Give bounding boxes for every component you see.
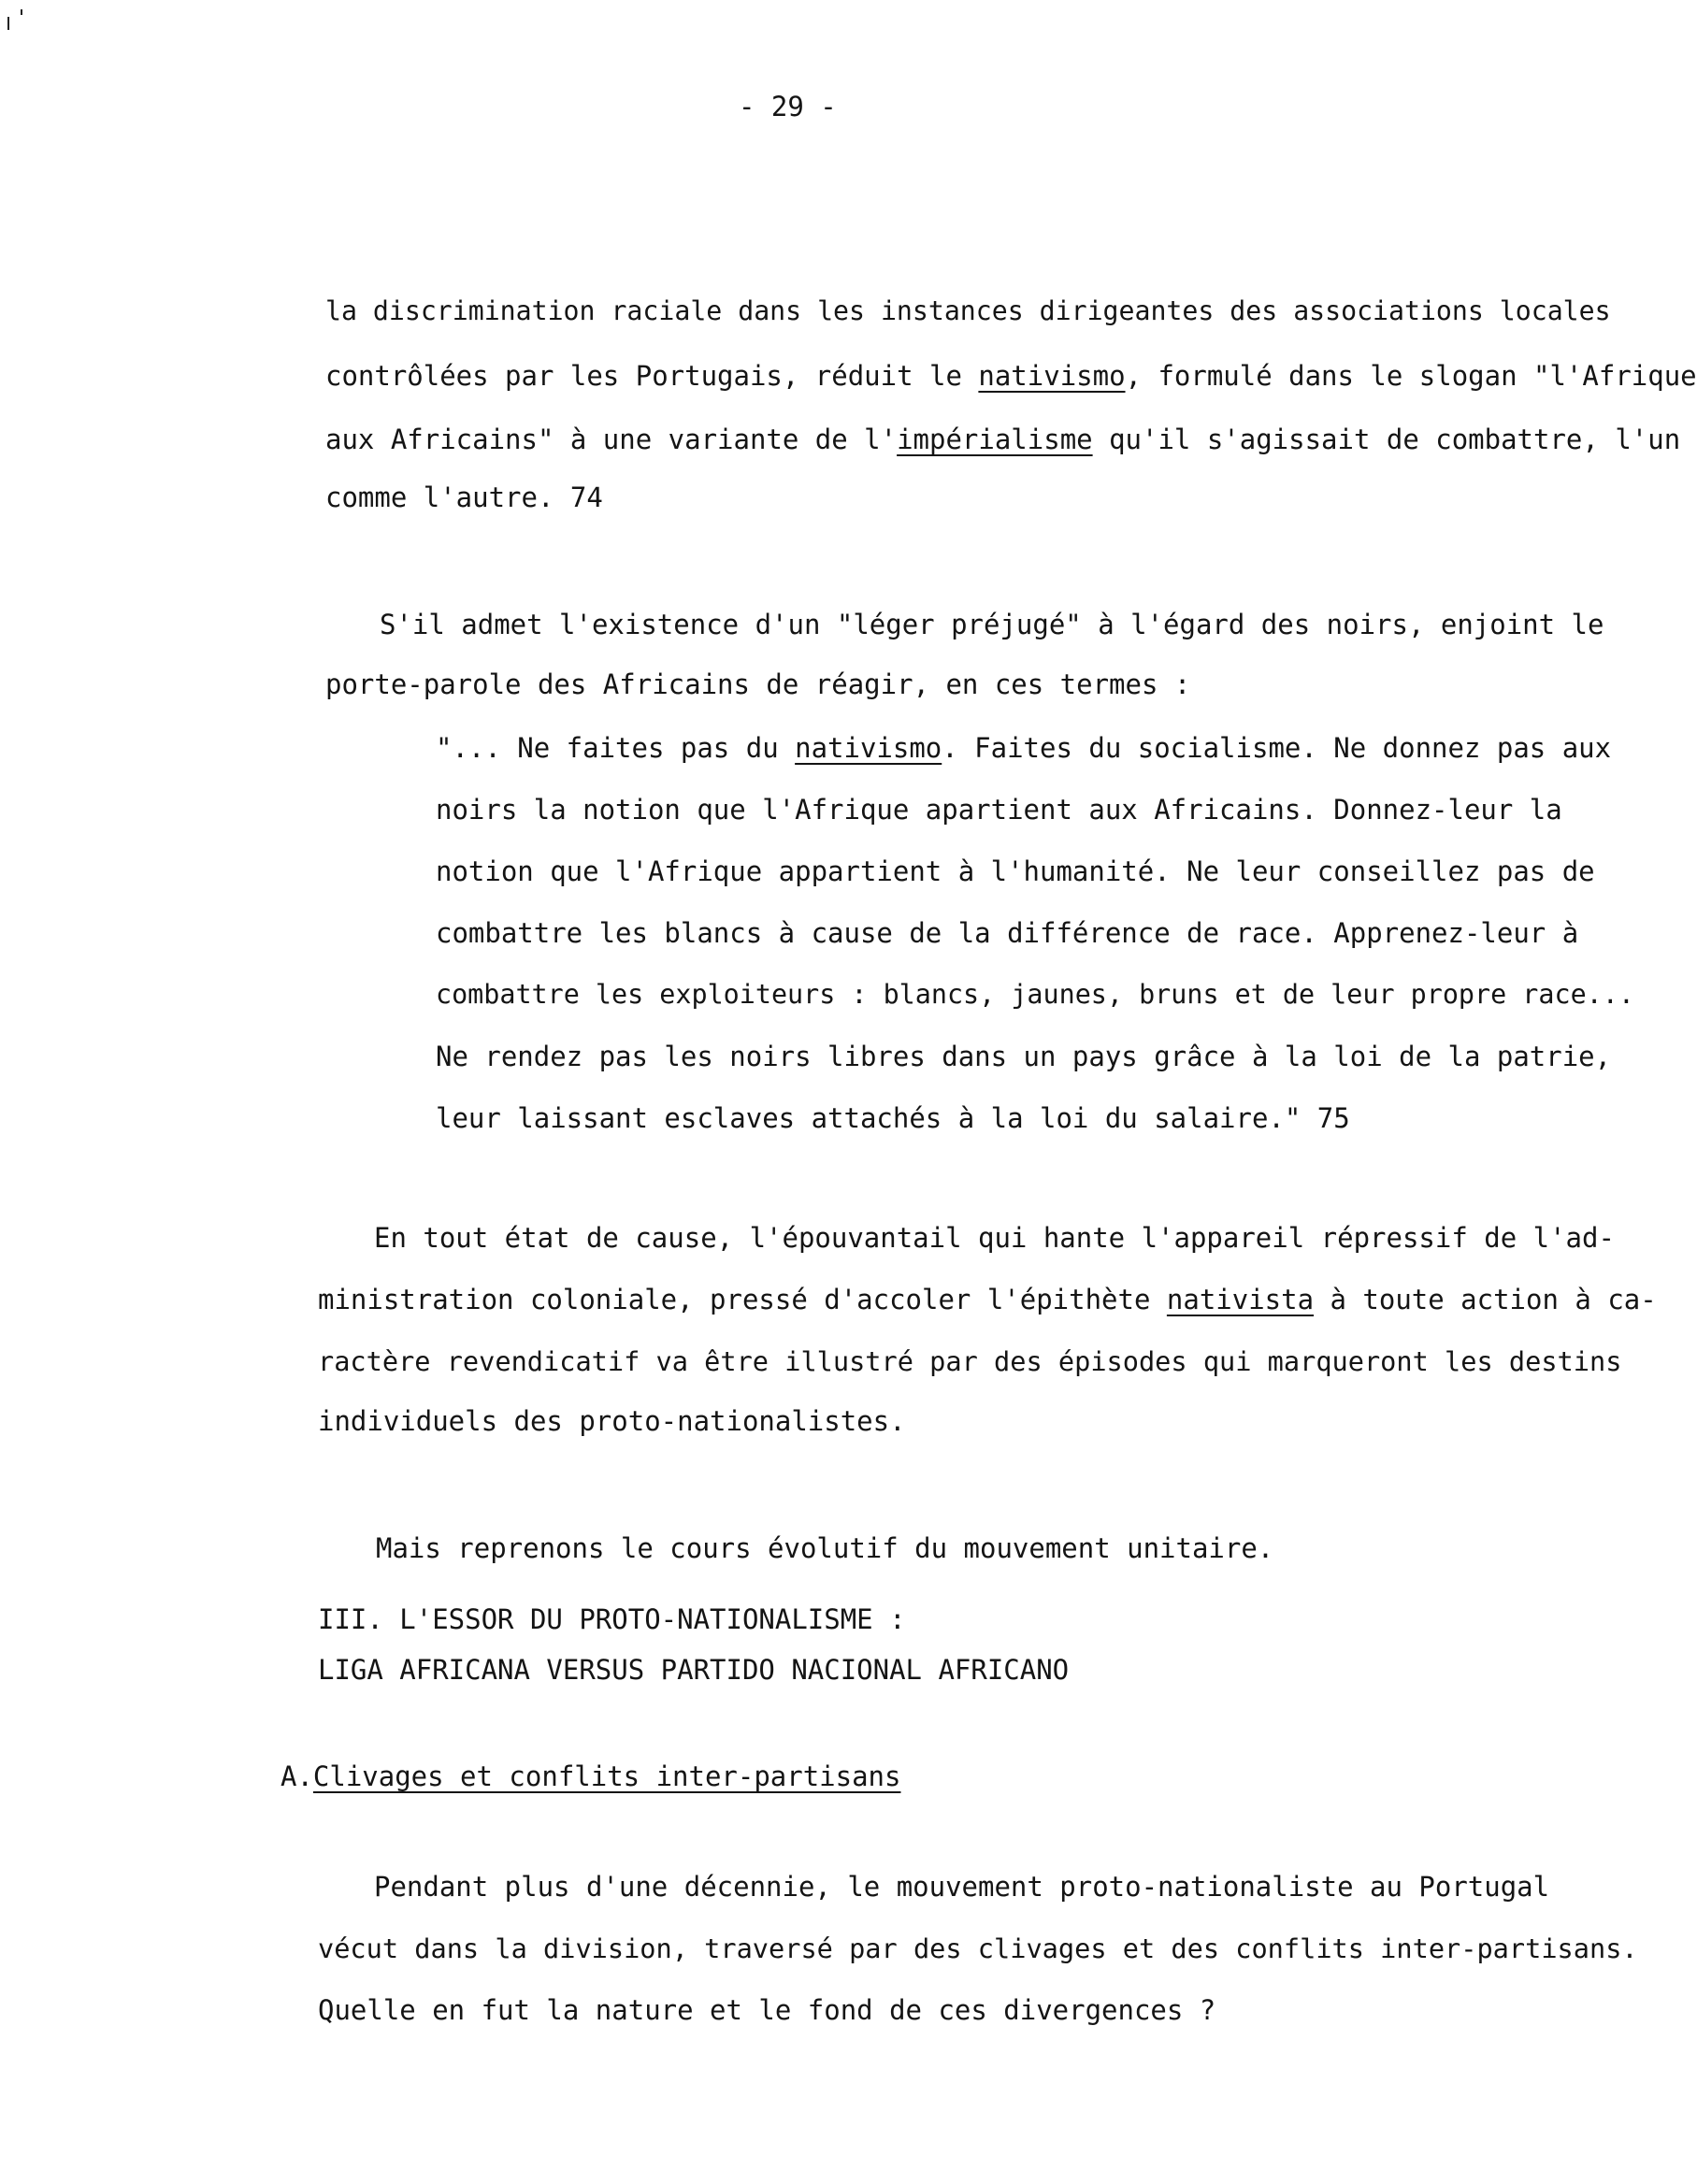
underlined-term: nativismo	[795, 732, 942, 764]
text-line: comme l'autre. 74	[325, 481, 603, 513]
text-line: ractère revendicatif va être illustré par des épisodes qui marqueront les destins	[318, 1345, 1622, 1377]
text-line: combattre les exploiteurs : blancs, jaunes, bruns et de leur propre race...	[436, 979, 1634, 1010]
text-line: individuels des proto-nationalistes.	[318, 1405, 906, 1437]
text-line: porte-parole des Africains de réagir, en ces termes :	[325, 668, 1191, 700]
text-line: Pendant plus d'une décennie, le mouvement proto-nationaliste au Portugal	[374, 1871, 1550, 1903]
text-line: Quelle en fut la nature et le fond de ces divergences ?	[318, 1994, 1216, 2026]
text-line: S'il admet l'existence d'un "léger préjugé" à l'égard des noirs, enjoint le	[380, 609, 1604, 640]
underlined-term: nativismo	[978, 360, 1126, 392]
underlined-term: impérialisme	[897, 424, 1093, 455]
subsection-heading	[280, 1760, 901, 1792]
text-line: la discrimination raciale dans les instances dirigeantes des associations locales	[325, 295, 1611, 326]
text-run: ministration coloniale, pressé d'accoler l'épithète	[318, 1284, 1167, 1315]
text-run: , formulé dans le slogan "l'Afrique	[1125, 360, 1697, 392]
text-run: qu'il s'agissait de combattre, l'un	[1092, 424, 1681, 455]
subsection-letter: A.	[280, 1760, 313, 1792]
text-line: leur laissant esclaves attachés à la loi du salaire." 75	[436, 1102, 1350, 1134]
text-line: En tout état de cause, l'épouvantail qui hante l'appareil répressif de l'ad-	[374, 1222, 1615, 1254]
text-run: . Faites du socialisme. Ne donnez pas aux	[942, 732, 1612, 764]
text-line: Ne rendez pas les noirs libres dans un pays grâce à la loi de la patrie,	[436, 1041, 1612, 1072]
text-line: notion que l'Afrique appartient à l'humanité. Ne leur conseillez pas de	[436, 855, 1595, 887]
section-heading-line: III. L'ESSOR DU PROTO-NATIONALISME :	[318, 1603, 906, 1635]
text-run: contrôlées par les Portugais, réduit le	[325, 360, 962, 392]
scan-speck	[21, 9, 22, 15]
text-line	[325, 426, 1680, 453]
underlined-term: nativista	[1166, 1284, 1315, 1315]
text-run: aux Africains" à une variante de l'	[325, 424, 898, 455]
scan-speck	[7, 17, 9, 30]
text-line: noirs la notion que l'Afrique apartient aux Africains. Donnez-leur la	[436, 794, 1562, 826]
text-line: vécut dans la division, traversé par des clivages et des conflits inter-partisans.	[318, 1933, 1638, 1964]
section-heading-line: LIGA AFRICANA VERSUS PARTIDO NACIONAL AFRICANO	[318, 1654, 1070, 1686]
text-run: "... Ne faites pas du	[436, 732, 796, 764]
paragraph-4: Mais reprenons le cours évolutif du mouvement unitaire.	[376, 1532, 1274, 1564]
subsection-title: Clivages et conflits inter-partisans	[312, 1760, 901, 1792]
text-line: combattre les blancs à cause de la différence de race. Apprenez-leur à	[436, 917, 1579, 949]
text-line	[325, 360, 1697, 392]
text-line	[318, 1286, 1657, 1314]
page-number: - 29 -	[739, 91, 837, 122]
text-run: à toute action à ca-	[1314, 1284, 1657, 1315]
text-line	[436, 732, 1612, 764]
